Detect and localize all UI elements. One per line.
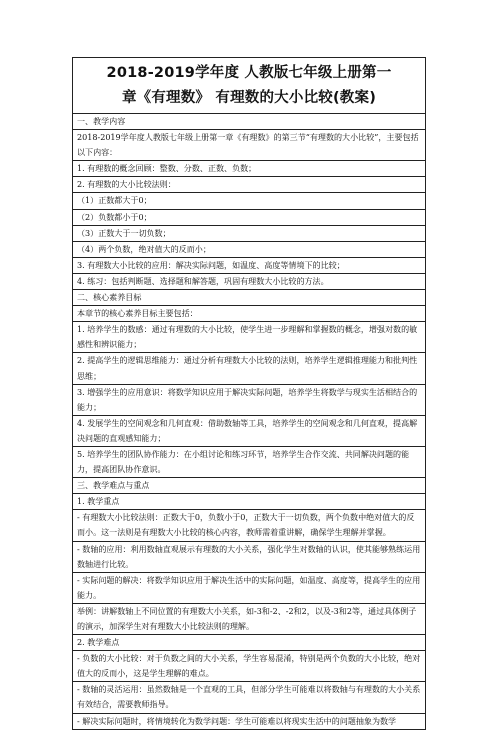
text-row: （1）正数都大于0；	[73, 193, 425, 209]
section-heading: 一、教学内容	[73, 114, 425, 130]
section-heading: 三、教学难点与重点	[73, 478, 425, 494]
text-row: 4. 练习：包括判断题、选择题和解答题，巩固有理数大小比较的方法。	[73, 274, 425, 290]
text-row: 本章节的核心素养目标主要包括：	[73, 306, 425, 322]
document-table	[72, 57, 426, 730]
text-row: - 数轴的灵活运用：虽然数轴是一个直观的工具，但部分学生可能难以将数轴与有理数的大小关系有效结合，需要教师指导。	[73, 682, 425, 713]
text-row: 2. 提高学生的逻辑思维能力：通过分析有理数大小比较的法则，培养学生逻辑推理能力和批判性思维；	[73, 353, 425, 384]
subsection-heading: 2. 教学难点	[73, 635, 425, 651]
text-row: （3）正数大于一切负数；	[73, 226, 425, 242]
title-line-2: 章《有理数》 有理数的大小比较(教案)	[121, 90, 377, 106]
text-row: - 有理数大小比较法则：正数大于0，负数小于0，正数大于一切负数，两个负数中绝对值大的反而小。这一法则是有理数大小比较的核心内容，教师需着重讲解，确保学生理解并掌握。	[73, 510, 425, 541]
text-row: - 实际问题的解决：将数学知识应用于解决生活中的实际问题，如温度、高度等，提高学生的应用能力。	[73, 573, 425, 604]
title-line-1: 2018-2019学年度 人教版七年级上册第一	[106, 65, 392, 81]
content-rows	[73, 114, 425, 729]
text-row: - 负数的大小比较：对于负数之间的大小关系，学生容易混淆，特别是两个负数的大小比较，绝对值大的反而小，这是学生理解的难点。	[73, 651, 425, 682]
text-row: 1. 有理数的概念回顾：整数、分数、正数、负数；	[73, 161, 425, 177]
text-row: 3. 增强学生的应用意识：将数学知识应用于解决实际问题，培养学生将数学与现实生活相结合的能力；	[73, 385, 425, 416]
subsection-heading: 1. 教学重点	[73, 494, 425, 510]
text-row: （4）两个负数，绝对值大的反而小；	[73, 242, 425, 258]
text-row: 举例：讲解数轴上不同位置的有理数大小关系，如-3和-2、-2和2，以及-3和2等，通过具体例子的演示，加深学生对有理数大小比较法则的理解。	[73, 604, 425, 635]
text-row: 4. 发展学生的空间观念和几何直观：借助数轴等工具，培养学生的空间观念和几何直观，提高解决问题的直观感知能力；	[73, 416, 425, 447]
text-row: - 数轴的应用：利用数轴直观展示有理数的大小关系，强化学生对数轴的认识，使其能够熟练运用数轴进行比较。	[73, 542, 425, 573]
text-row: 2. 有理数的大小比较法则：	[73, 177, 425, 193]
text-row: 5. 培养学生的团队协作能力：在小组讨论和练习环节，培养学生合作交流、共同解决问题的能力，提高团队协作意识。	[73, 447, 425, 478]
text-row: 3. 有理数大小比较的应用：解决实际问题，如温度、高度等情境下的比较；	[73, 258, 425, 274]
text-row: - 解决实际问题时，将情境转化为数学问题：学生可能难以将现实生活中的问题抽象为数学	[77, 716, 397, 726]
text-row: （2）负数都小于0；	[73, 210, 425, 226]
text-row: 2018-2019学年度人教版七年级上册第一章《有理数》的第三节“有理数的大小比较”，主要包括以下内容：	[73, 130, 425, 161]
section-heading: 二、核心素养目标	[73, 290, 425, 306]
document-title	[73, 58, 425, 114]
text-row: 1. 培养学生的数感：通过有理数的大小比较，使学生进一步理解和掌握数的概念，增强对数的敏感性和辨识能力；	[73, 322, 425, 353]
